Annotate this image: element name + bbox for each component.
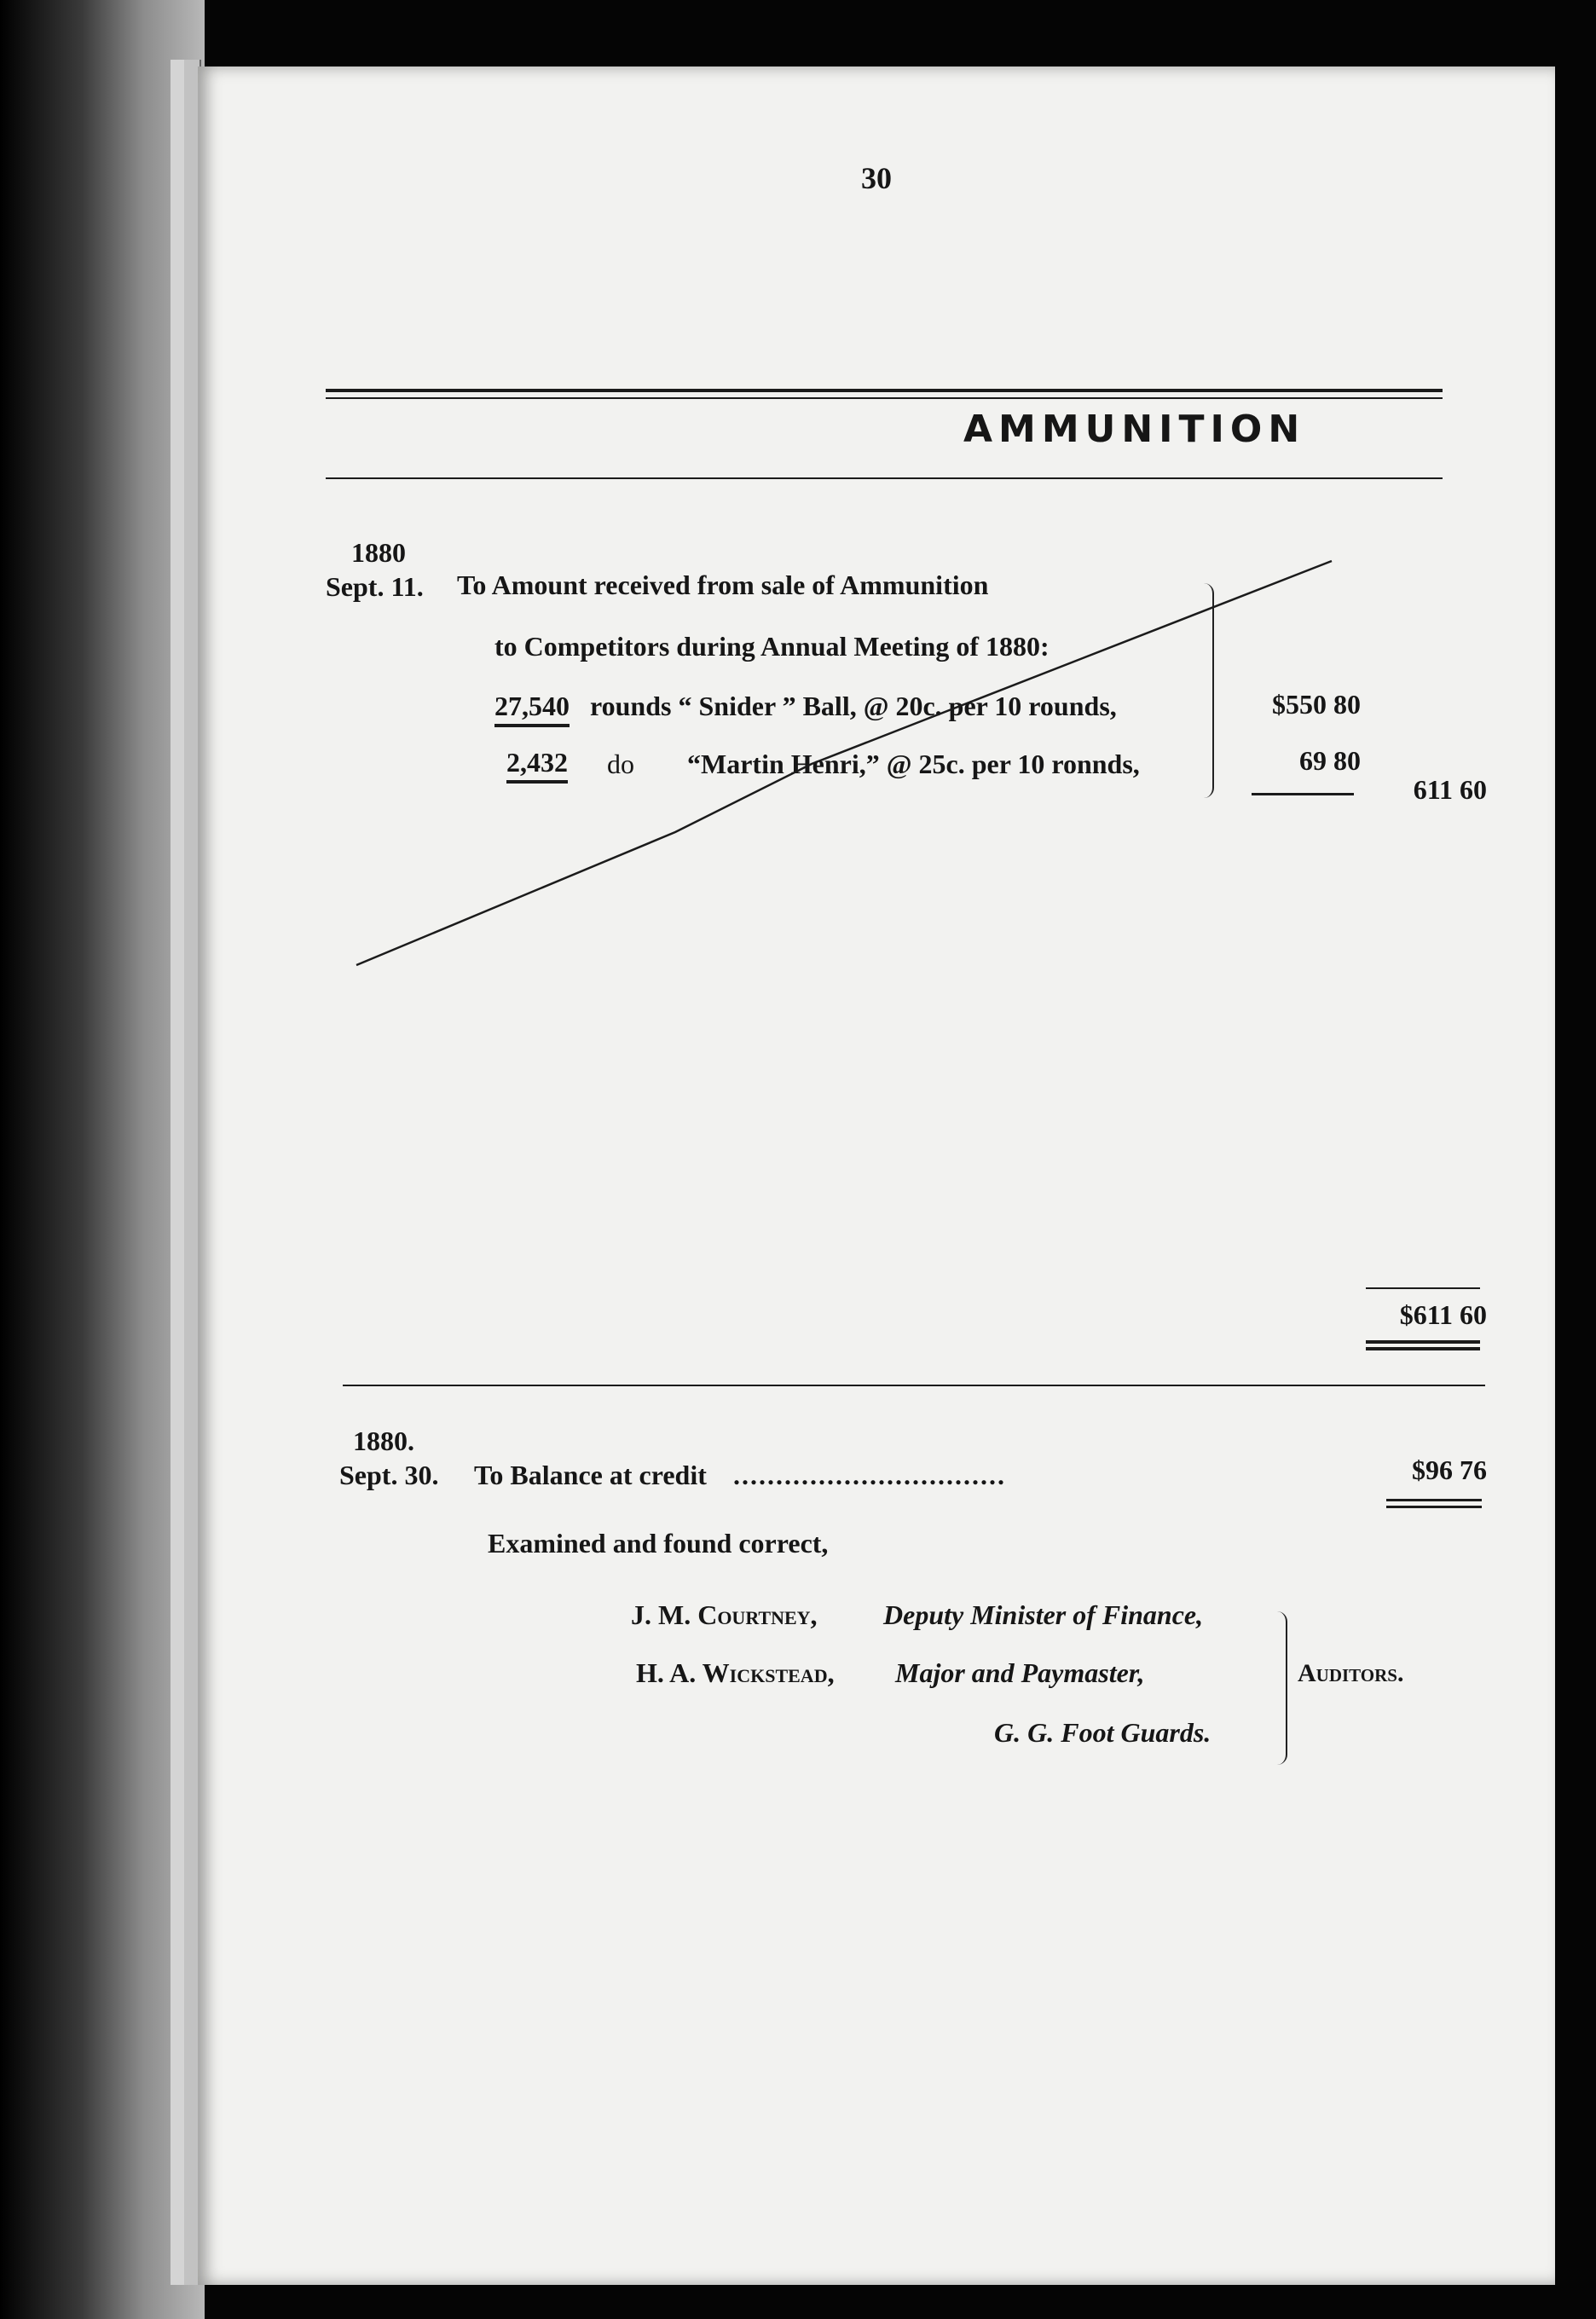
balance-leader: ................................ <box>733 1460 1006 1490</box>
balance-rule-1 <box>1386 1499 1482 1501</box>
amount-snider: $550 80 <box>1272 689 1361 720</box>
total-amount: $611 60 <box>1399 1299 1487 1330</box>
description-martin-henri: “Martin Henri,” @ 25c. per 10 ronnds, <box>687 749 1140 779</box>
section-heading: AMMUNITION <box>963 408 1306 451</box>
auditor-name-1: J. M. Courtney, <box>631 1599 818 1630</box>
subtotal-amount: 611 60 <box>1413 774 1487 805</box>
balance-amount: $96 76 <box>1412 1454 1487 1485</box>
section-divider <box>343 1385 1485 1386</box>
ditto-mark: do <box>607 749 634 779</box>
auditor-title-3: G. G. Foot Guards. <box>994 1717 1211 1748</box>
amount-martin-henri: 69 80 <box>1299 745 1361 776</box>
auditor-title-2: Major and Paymaster, <box>895 1657 1145 1688</box>
total-rule-double-2 <box>1366 1347 1480 1350</box>
auditors-label: Auditors. <box>1298 1659 1404 1687</box>
total-rule-double-1 <box>1366 1340 1480 1344</box>
balance-rule-2 <box>1386 1506 1482 1508</box>
quantity-martin-henri: 2,432 <box>506 747 568 784</box>
entry-date: Sept. 11. <box>326 571 424 602</box>
description-snider: rounds “ Snider ” Ball, @ 20c. per 10 rounds, <box>590 691 1117 721</box>
entry-line-2: to Competitors during Annual Meeting of 1880: <box>494 631 1050 662</box>
balance-date: Sept. 30. <box>339 1460 439 1490</box>
page-number: 30 <box>861 161 892 195</box>
entry-year: 1880 <box>351 537 406 568</box>
auditors-bracket <box>1274 1611 1287 1765</box>
cancellation-line <box>198 67 1555 1004</box>
balance-text: To Balance at credit <box>474 1460 707 1490</box>
cancellation-stroke <box>356 561 1332 965</box>
auditor-title-1: Deputy Minister of Finance, <box>883 1599 1204 1630</box>
ledger-page <box>198 67 1555 2285</box>
entry-line-1: To Amount received from sale of Ammunition <box>457 570 989 600</box>
total-rule-top <box>1366 1287 1480 1289</box>
quantity-snider: 27,540 <box>494 691 570 727</box>
certification-statement: Examined and found correct, <box>488 1528 829 1559</box>
auditor-name-2: H. A. Wickstead, <box>636 1657 835 1688</box>
balance-year: 1880. <box>353 1426 414 1456</box>
